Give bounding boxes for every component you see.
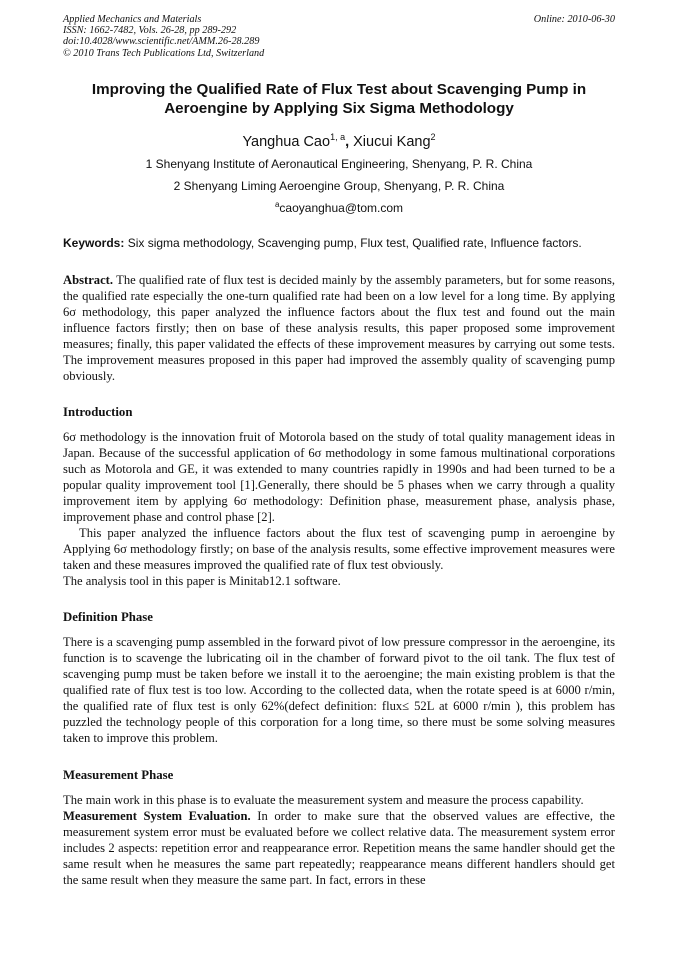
measurement-system-evaluation-label: Measurement System Evaluation. xyxy=(63,809,251,823)
author-1-superscript: 1, a xyxy=(330,132,346,142)
keywords-label: Keywords: xyxy=(63,236,125,250)
introduction-body xyxy=(63,429,615,589)
measurement-paragraph-2: In order to make sure that the observed values are effective, the measurement system error must be evaluated before we collect relative data. The measurement system error includes 2 aspects: repetition error and reappearance error. Repetition means the same handler should get the same result when he measures the same part repeatedly; reappearance means different handlers should get the same result when they measure the same part. In fact, errors in these xyxy=(63,809,615,887)
paper-title xyxy=(63,80,615,118)
keywords xyxy=(63,236,623,250)
definition-body xyxy=(63,634,615,746)
abstract xyxy=(63,272,615,384)
section-heading-measurement: Measurement Phase xyxy=(63,768,174,782)
definition-paragraph-1: There is a scavenging pump assembled in the forward pivot of low pressure compressor in the aeroengine, its function is to scavenge the lubricating oil in the chamber of forward pivot to the oil tank. The flux test of scavenging pump must be taken before we install it to the aeroengine; the main existing problem is that the qualified rate of flux test is too low. According to the collected data, when the rotate speed is at 6000 r/min, the qualified rate of flux test is only 62%(defect definition: flux≤ 52L at 6000 r/min ), this problem has puzzled the technology people of this corporation for a long time, so there must be some solving measures taken to improve this problem. xyxy=(63,635,615,745)
email-address[interactable]: caoyanghua@tom.com xyxy=(279,201,404,215)
paper-title-line-1: Improving the Qualified Rate of Flux Test about Scavenging Pump in xyxy=(91,81,587,98)
author-email xyxy=(63,200,615,215)
journal-issn: ISSN: 1662-7482, Vols. 26-28, pp 289-292 xyxy=(63,25,237,37)
author-list xyxy=(63,132,615,150)
journal-name: Applied Mechanics and Materials xyxy=(63,14,202,25)
paper-title-line-2: Aeroengine by Applying Six Sigma Methodology xyxy=(164,100,514,117)
affiliation-2: 2 Shenyang Liming Aeroengine Group, Shenyang, P. R. China xyxy=(173,179,505,193)
author-2: Xiucui Kang xyxy=(349,133,431,150)
section-heading-introduction: Introduction xyxy=(63,405,133,419)
introduction-paragraph-3: The analysis tool in this paper is Minitab12.1 software. xyxy=(63,574,341,588)
online-date: Online: 2010-06-30 xyxy=(533,14,615,25)
journal-header xyxy=(63,14,615,59)
journal-doi: doi:10.4028/www.scientific.net/AMM.26-28.289 xyxy=(63,36,260,48)
author-1: Yanghua Cao xyxy=(242,133,331,150)
introduction-paragraph-2: This paper analyzed the influence factors about the flux test of scavenging pump in aeroengine by Applying 6σ methodology firstly; on base of the analysis results, some effective improvement measures were taken and these measures improved the qualified rate of flux test obviously. xyxy=(63,526,615,572)
measurement-paragraph-1: The main work in this phase is to evaluate the measurement system and measure the process capability. xyxy=(63,793,584,807)
journal-copyright: © 2010 Trans Tech Publications Ltd, Switzerland xyxy=(63,47,265,59)
abstract-label: Abstract. xyxy=(63,273,114,287)
keywords-text: Six sigma methodology, Scavenging pump, Flux test, Qualified rate, Influence factors. xyxy=(124,236,582,250)
introduction-paragraph-1: 6σ methodology is the innovation fruit of Motorola based on the study of total quality management ideas in Japan. Because of the successful application of 6σ methodology in some famous multinational corporations such as Motorola and GE, it was extended to many countries rapidly in 1990s and had been turned to be a popular quality improvement tool [1].Generally, there should be 5 phases when we carry through a quality improvement item by applying 6σ methodology: Definition phase, measurement phase, analysis phase, improvement phase and control phase [2]. xyxy=(63,430,615,524)
email-superscript: a xyxy=(274,200,280,209)
author-separator: , xyxy=(345,133,350,150)
affiliation-1: 1 Shenyang Institute of Aeronautical Engineering, Shenyang, P. R. China xyxy=(145,157,533,171)
author-2-superscript: 2 xyxy=(430,132,436,142)
abstract-text: The qualified rate of flux test is decided mainly by the assembly parameters, but for some reasons, the qualified rate especially the one-turn qualified rate had been on a low level for a long time. By applying 6σ methodology, this paper analyzed the influence factors about the flux test and found out the main influence factors firstly; then on base of these analysis results, this paper proposed some improvement measures; finally, this paper validated the effects of these improvement measures by carrying out some tests. The improvement measures proposed in this paper had improved the assembly quality of scavenging pump obviously. xyxy=(63,273,615,383)
measurement-body xyxy=(63,792,615,888)
section-heading-definition: Definition Phase xyxy=(63,610,153,624)
